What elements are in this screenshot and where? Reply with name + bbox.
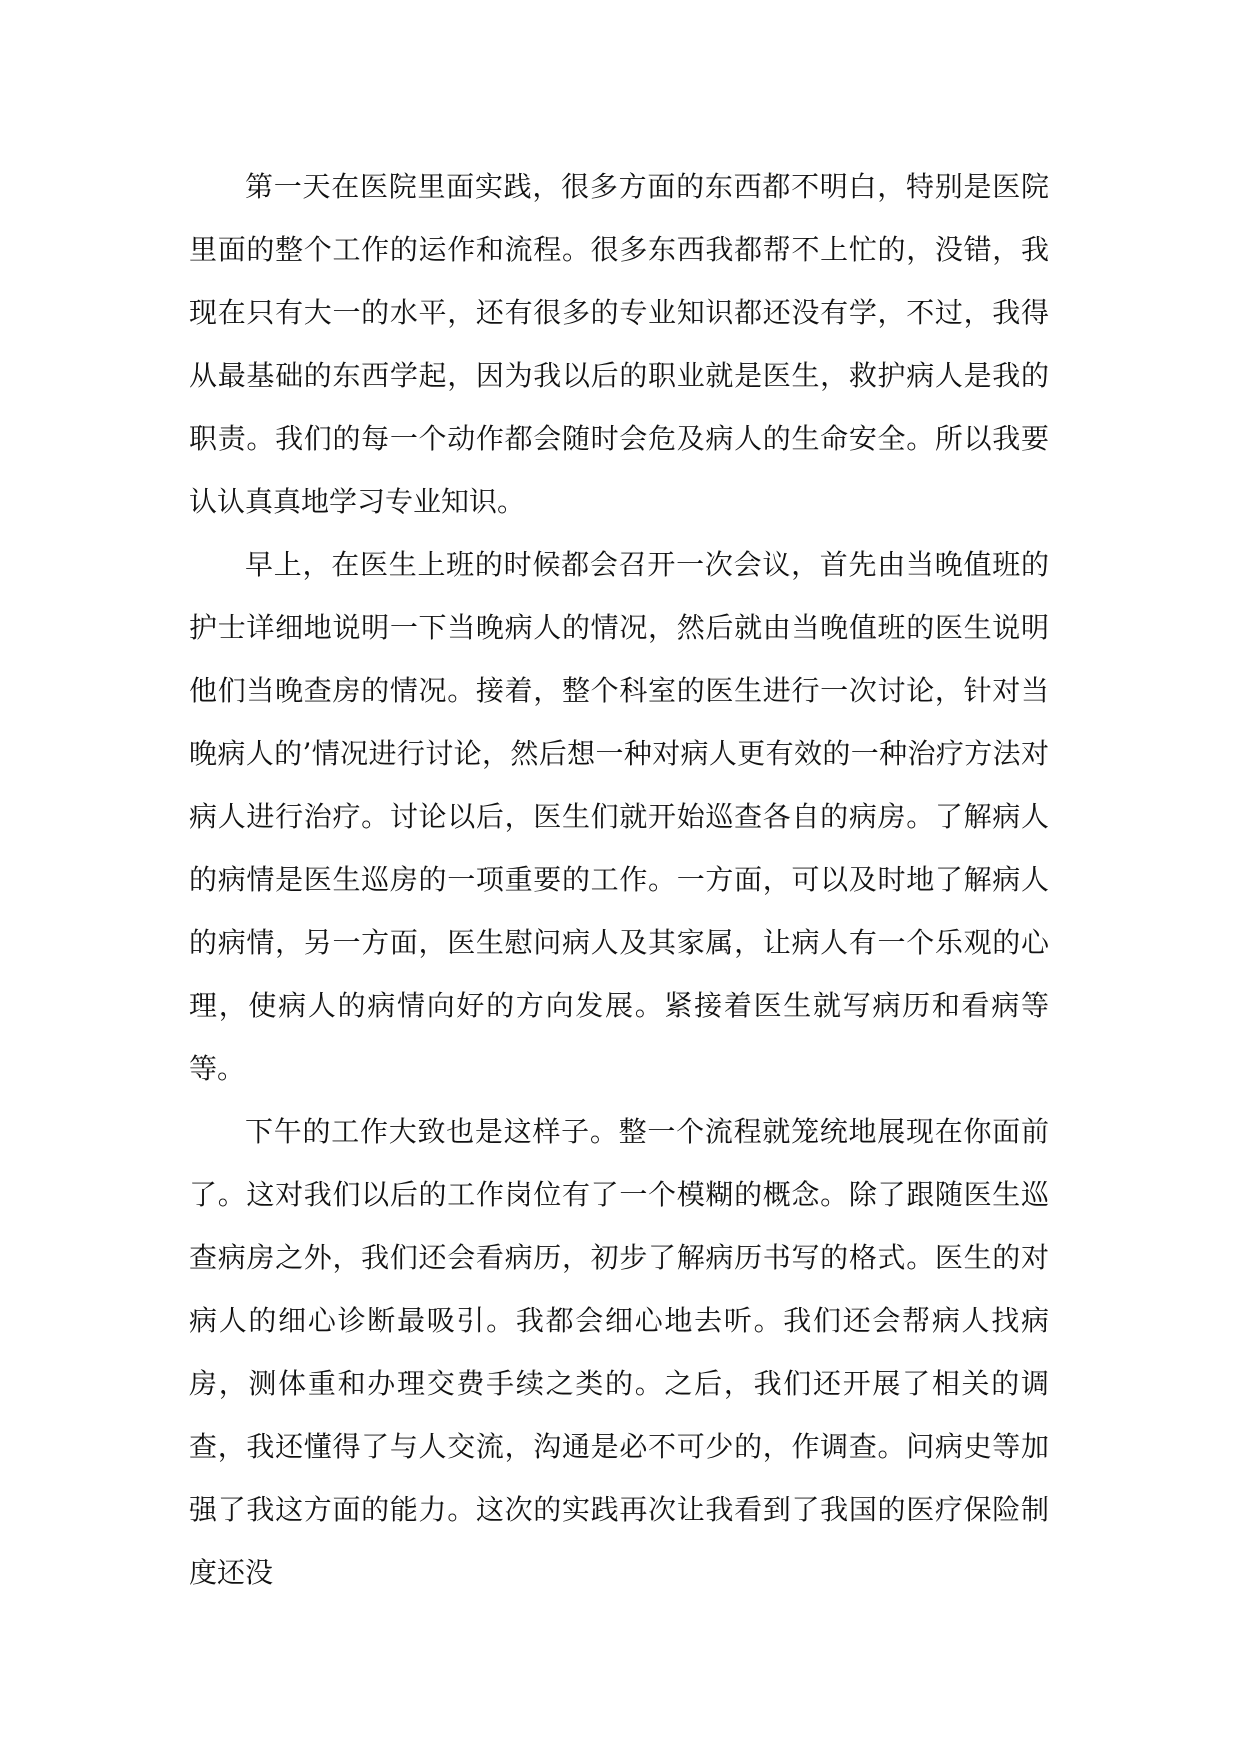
- document-body: [189, 155, 1049, 1604]
- paragraph-3: 下午的工作大致也是这样子。整一个流程就笼统地展现在你面前了。这对我们以后的工作岗位有了一个模糊的概念。除了跟随医生巡查病房之外，我们还会看病历，初步了解病历书写的格式。医生的对病人的细心诊断最吸引。我都会细心地去听。我们还会帮病人找病房，测体重和办理交费手续之类的。之后，我们还开展了相关的调查，我还懂得了与人交流，沟通是必不可少的，作调查。问病史等加强了我这方面的能力。这次的实践再次让我看到了我国的医疗保险制度还没: [189, 1115, 1049, 1589]
- paragraph-2: 早上，在医生上班的时候都会召开一次会议，首先由当晚值班的护士详细地说明一下当晚病人的情况，然后就由当晚值班的医生说明他们当晚查房的情况。接着，整个科室的医生进行一次讨论，针对当晚病人的’情况进行讨论，然后想一种对病人更有效的一种治疗方法对病人进行治疗。讨论以后，医生们就开始巡查各自的病房。了解病人的病情是医生巡房的一项重要的工作。一方面，可以及时地了解病人的病情，另一方面，医生慰问病人及其家属，让病人有一个乐观的心理，使病人的病情向好的方向发展。紧接着医生就写病历和看病等等。: [189, 548, 1049, 1085]
- paragraph-1: 第一天在医院里面实践，很多方面的东西都不明白，特别是医院里面的整个工作的运作和流程。很多东西我都帮不上忙的，没错，我现在只有大一的水平，还有很多的专业知识都还没有学，不过，我得从最基础的东西学起，因为我以后的职业就是医生，救护病人是我的职责。我们的每一个动作都会随时会危及病人的生命安全。所以我要认认真真地学习专业知识。: [189, 170, 1049, 518]
